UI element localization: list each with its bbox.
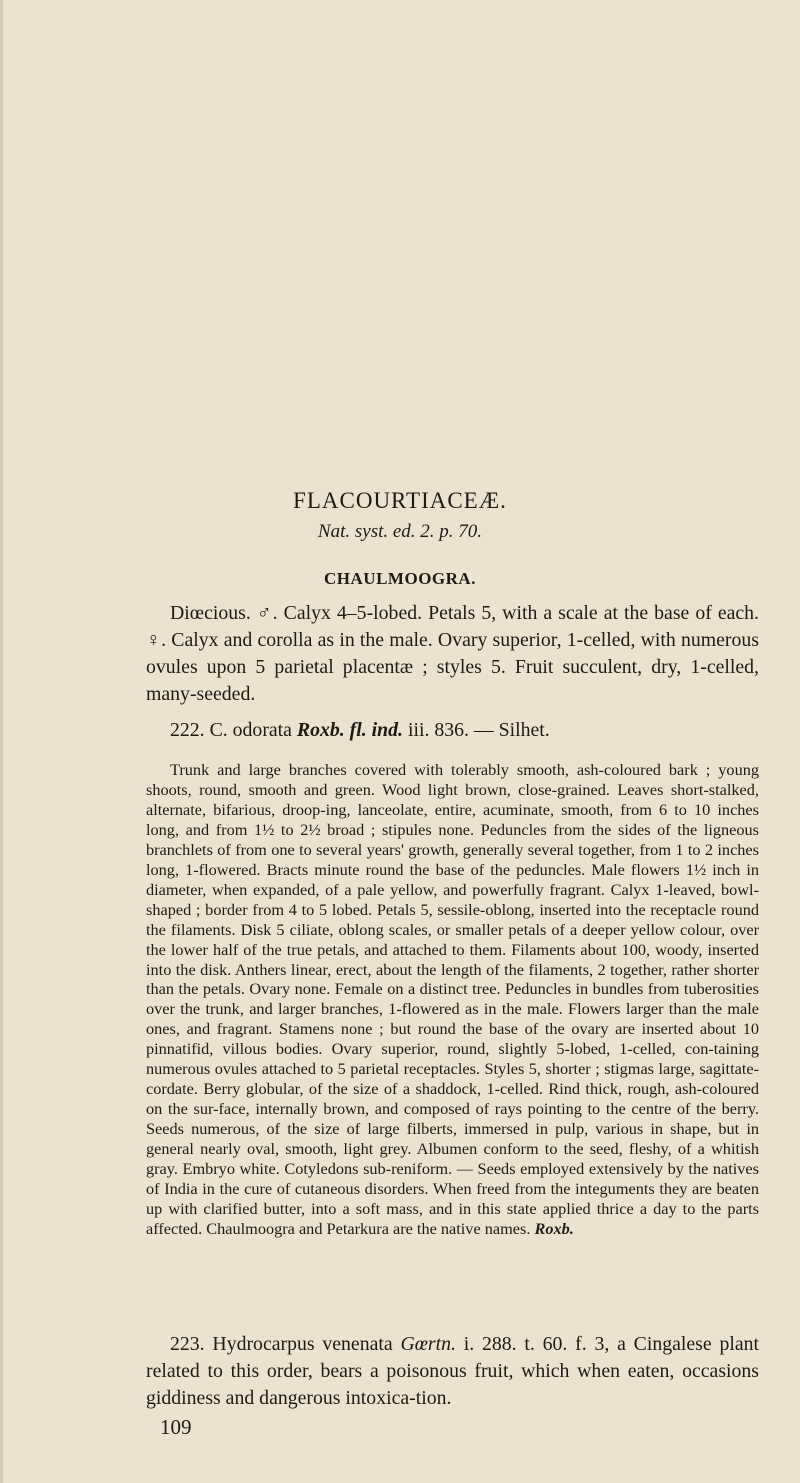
species-citation: iii. 836. — Silhet. xyxy=(407,719,550,741)
species-entry-223 xyxy=(146,1331,759,1412)
description-text: Trunk and large branches covered with tolerably smooth, ash-coloured bark ; young shoots, round, smooth and green. Wood light brown, close-grained. Leaves short-stalked, alternate, bifarious, droop-ing, lanceolate, entire, acuminate, smooth, from 6 to 10 inches long, and from 1½ to 2½ broad ; stipules none. Peduncles from the sides of the ligneous branchlets of from one to several years' growth, generally several together, from 1 to 2 inches long, 1-flowered. Bracts minute round the base of the peduncles. Male flowers 1½ inch in diameter, when expanded, of a pale yellow, and powerfully fragrant. Calyx 1-leaved, bowl-shaped ; border from 4 to 5 lobed. Petals 5, sessile-oblong, inserted into the receptacle round the filaments. Disk 5 ciliate, oblong scales, or smaller petals of a deeper yellow colour, over the lower half of the true petals, and attached to them. Filaments about 100, woody, inserted into the disk. Anthers linear, erect, about the length of the filaments, 2 together, rather shorter than the petals. Ovary none. Female on a distinct tree. Peduncles in bundles from tuberosities over the trunk, and larger branches, 1-flowered as in the male. Flowers larger than the male ones, and fragrant. Stamens none ; but round the base of the ovary are inserted about 10 pinnatifid, villous bodies. Ovary superior, round, slightly 5-lobed, 1-celled, con-taining numerous ovules attached to 5 parietal receptacles. Styles 5, shorter ; stigmas large, sagittate-cordate. Berry globular, of the size of a shaddock, 1-celled. Rind thick, rough, ash-coloured on the sur-face, internally brown, and composed of rays pointing to the centre of the berry. Seeds numerous, of the size of large filberts, immersed in pulp, various in shape, but in general nearly oval, smooth, light grey. Albumen conform to the seed, fleshy, of a whitish gray. Embryo white. Cotyledons sub-reniform. — Seeds employed extensively by the natives of India in the cure of cutaneous disorders. When freed from the integuments they are beaten up with clarified butter, into a soft mass, and in this state applied thrice a day to the parts affected. Chaulmoogra and Petarkura are the native names. xyxy=(146,760,759,1238)
page-number: 109 xyxy=(160,1415,192,1439)
species-authority: Gœrtn. xyxy=(400,1333,456,1355)
genus-diagnosis: Diœcious. ♂. Calyx 4–5-lobed. Petals 5, with a scale at the base of each. ♀. Calyx and corolla as in the male. Ovary superior, 1-celled, with numerous ovules upon 5 parietal placentæ ; styles 5. Fruit succulent, dry, 1-celled, many-seeded. xyxy=(146,602,759,705)
species-number-name: 223. Hydrocarpus venenata xyxy=(170,1333,393,1355)
species-number-name: 222. C. odorata xyxy=(170,719,292,741)
species-description xyxy=(146,760,759,1239)
species-entry-222 xyxy=(146,717,759,744)
species-text: i. 288. t. 60. f. 3, a Cingalese plant related to this order, bears a poisonous fruit, which when eaten, occasions giddiness and dangerous intoxica-tion. xyxy=(146,1333,759,1409)
page-gutter-edge xyxy=(0,0,3,1483)
genus-heading: CHAULMOOGRA. xyxy=(324,569,476,588)
description-authority: Roxb. xyxy=(534,1218,574,1238)
family-reference: Nat. syst. ed. 2. p. 70. xyxy=(317,521,483,542)
family-heading: FLACOURTIACEÆ. xyxy=(293,488,507,513)
species-authority: Roxb. fl. ind. xyxy=(296,719,403,741)
